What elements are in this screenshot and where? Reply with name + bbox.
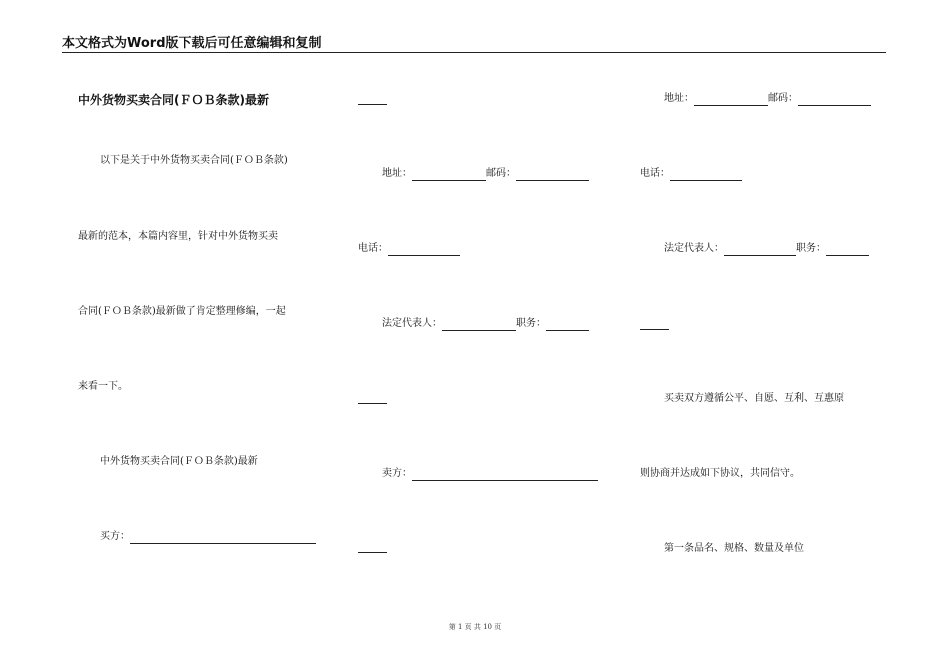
intro-line-1: 以下是关于中外货物买卖合同(ＦＯＢ条款) <box>100 155 288 166</box>
seller-address-line <box>664 92 871 106</box>
legal-rep-blank <box>724 245 796 256</box>
article-1-heading: 第一条品名、规格、数量及单位 <box>664 543 804 554</box>
buyer-phone-line <box>358 242 460 256</box>
phone-blank <box>388 245 460 256</box>
seller-label: 卖方： <box>382 468 412 479</box>
address-label: 地址： <box>382 168 412 179</box>
continuation-rule-4 <box>640 329 669 330</box>
contract-title: 中外货物买卖合同(ＦＯＢ条款)最新 <box>78 93 269 107</box>
phone-label: 电话： <box>358 243 388 254</box>
subtitle-line: 中外货物买卖合同(ＦＯＢ条款)最新 <box>100 456 258 467</box>
address-label: 地址： <box>664 93 694 104</box>
buyer-line <box>100 530 316 544</box>
seller-blank <box>412 470 598 481</box>
seller-legal-rep-line <box>664 242 869 256</box>
postcode-blank <box>798 95 871 106</box>
continuation-rule-2 <box>358 403 387 404</box>
seller-phone-line <box>640 167 742 181</box>
position-blank <box>546 320 589 331</box>
position-label: 职务： <box>796 243 826 254</box>
legal-rep-label: 法定代表人： <box>382 318 442 329</box>
page-number: 第 1 页 共 10 页 <box>448 623 502 631</box>
seller-line <box>382 467 598 481</box>
intro-line-3: 合同(ＦＯＢ条款)最新做了肯定整理修编，一起 <box>78 306 286 317</box>
header-divider <box>62 52 886 53</box>
intro-line-4: 来看一下。 <box>78 381 128 392</box>
continuation-rule-3 <box>358 552 387 553</box>
buyer-blank <box>130 533 316 544</box>
intro-line-2: 最新的范本，本篇内容里，针对中外货物买卖 <box>78 231 278 242</box>
agreement-line-2: 则协商并达成如下协议，共同信守。 <box>640 468 800 479</box>
address-blank <box>412 170 486 181</box>
phone-label: 电话： <box>640 168 670 179</box>
continuation-rule-1 <box>358 104 387 105</box>
postcode-blank <box>516 170 589 181</box>
position-blank <box>826 245 869 256</box>
position-label: 职务： <box>516 318 546 329</box>
agreement-line-1: 买卖双方遵循公平、自愿、互利、互惠原 <box>664 393 844 404</box>
phone-blank <box>670 170 742 181</box>
document-header: 本文格式为Word版下载后可任意编辑和复制 <box>62 36 322 51</box>
postcode-label: 邮码： <box>768 93 798 104</box>
address-blank <box>694 95 768 106</box>
postcode-label: 邮码： <box>486 168 516 179</box>
legal-rep-blank <box>442 320 516 331</box>
legal-rep-label: 法定代表人： <box>664 243 724 254</box>
buyer-address-line <box>382 167 589 181</box>
buyer-label: 买方： <box>100 531 130 542</box>
buyer-legal-rep-line <box>382 317 589 331</box>
